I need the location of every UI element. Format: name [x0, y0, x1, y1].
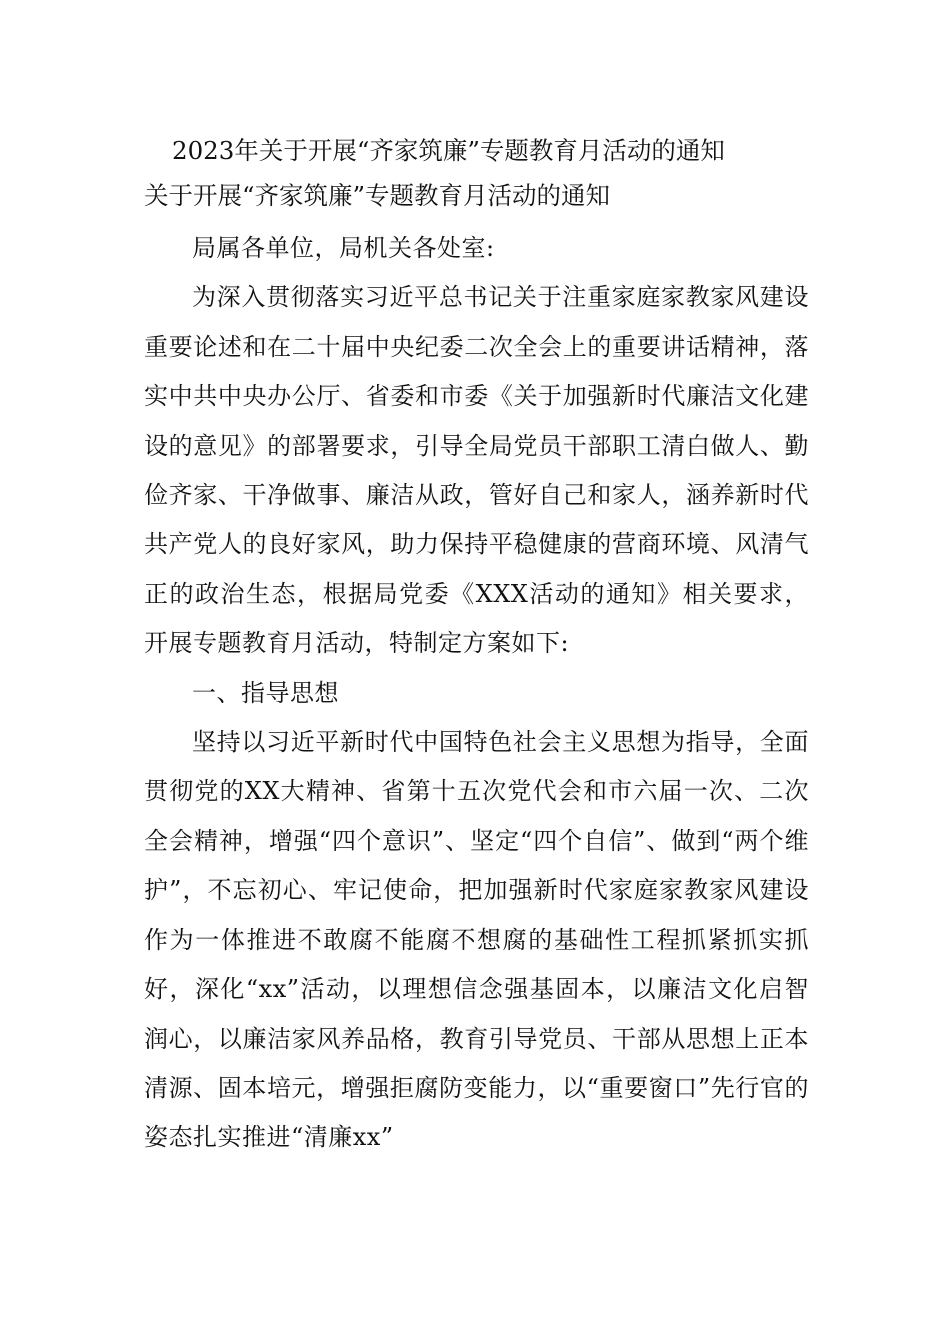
document-title: 2023年关于开展“齐家筑廉”专题教育月活动的通知	[172, 136, 725, 165]
salutation: 局属各单位，局机关各处室:	[192, 234, 495, 262]
section-heading: 一、指导思想	[192, 678, 339, 707]
intro-paragraph: 为深入贯彻落实习近平总书记关于注重家庭家教家风建设重要论述和在二十届中央纪委二次全会上的重要讲话精神，落实中共中央办公厅、省委和市委《关于加强新时代廉洁文化建设的意见》的部署要求，引导全局党员干部职工清白做人、勤俭齐家、干净做事、廉洁从政，管好自己和家人，涵养新时代共产党人的良好家风，助力保持平稳健康的营商环境、风清气正的政治生态，根据局党委《XXX活动的通知》相关要求，开展专题教育月活动，特制定方案如下:	[144, 283, 809, 658]
document-subtitle: 关于开展“齐家筑廉”专题教育月活动的通知	[144, 181, 611, 210]
document-body	[144, 128, 809, 1163]
section-paragraph: 坚持以习近平新时代中国特色社会主义思想为指导，全面贯彻党的XX大精神、省第十五次党代会和市六届一次、二次全会精神，增强“四个意识”、坚定“四个自信”、做到“两个维护”，不忘初心、牢记使命，把加强新时代家庭家教家风建设作为一体推进不敢腐不能腐不想腐的基础性工程抓紧抓实抓好，深化“xx”活动，以理想信念强基固本，以廉洁文化启智润心，以廉洁家风养品格，教育引导党员、干部从思想上正本清源、固本培元，增强拒腐防变能力，以“重要窗口”先行官的姿态扎实推进“清廉xx”	[144, 728, 809, 1152]
